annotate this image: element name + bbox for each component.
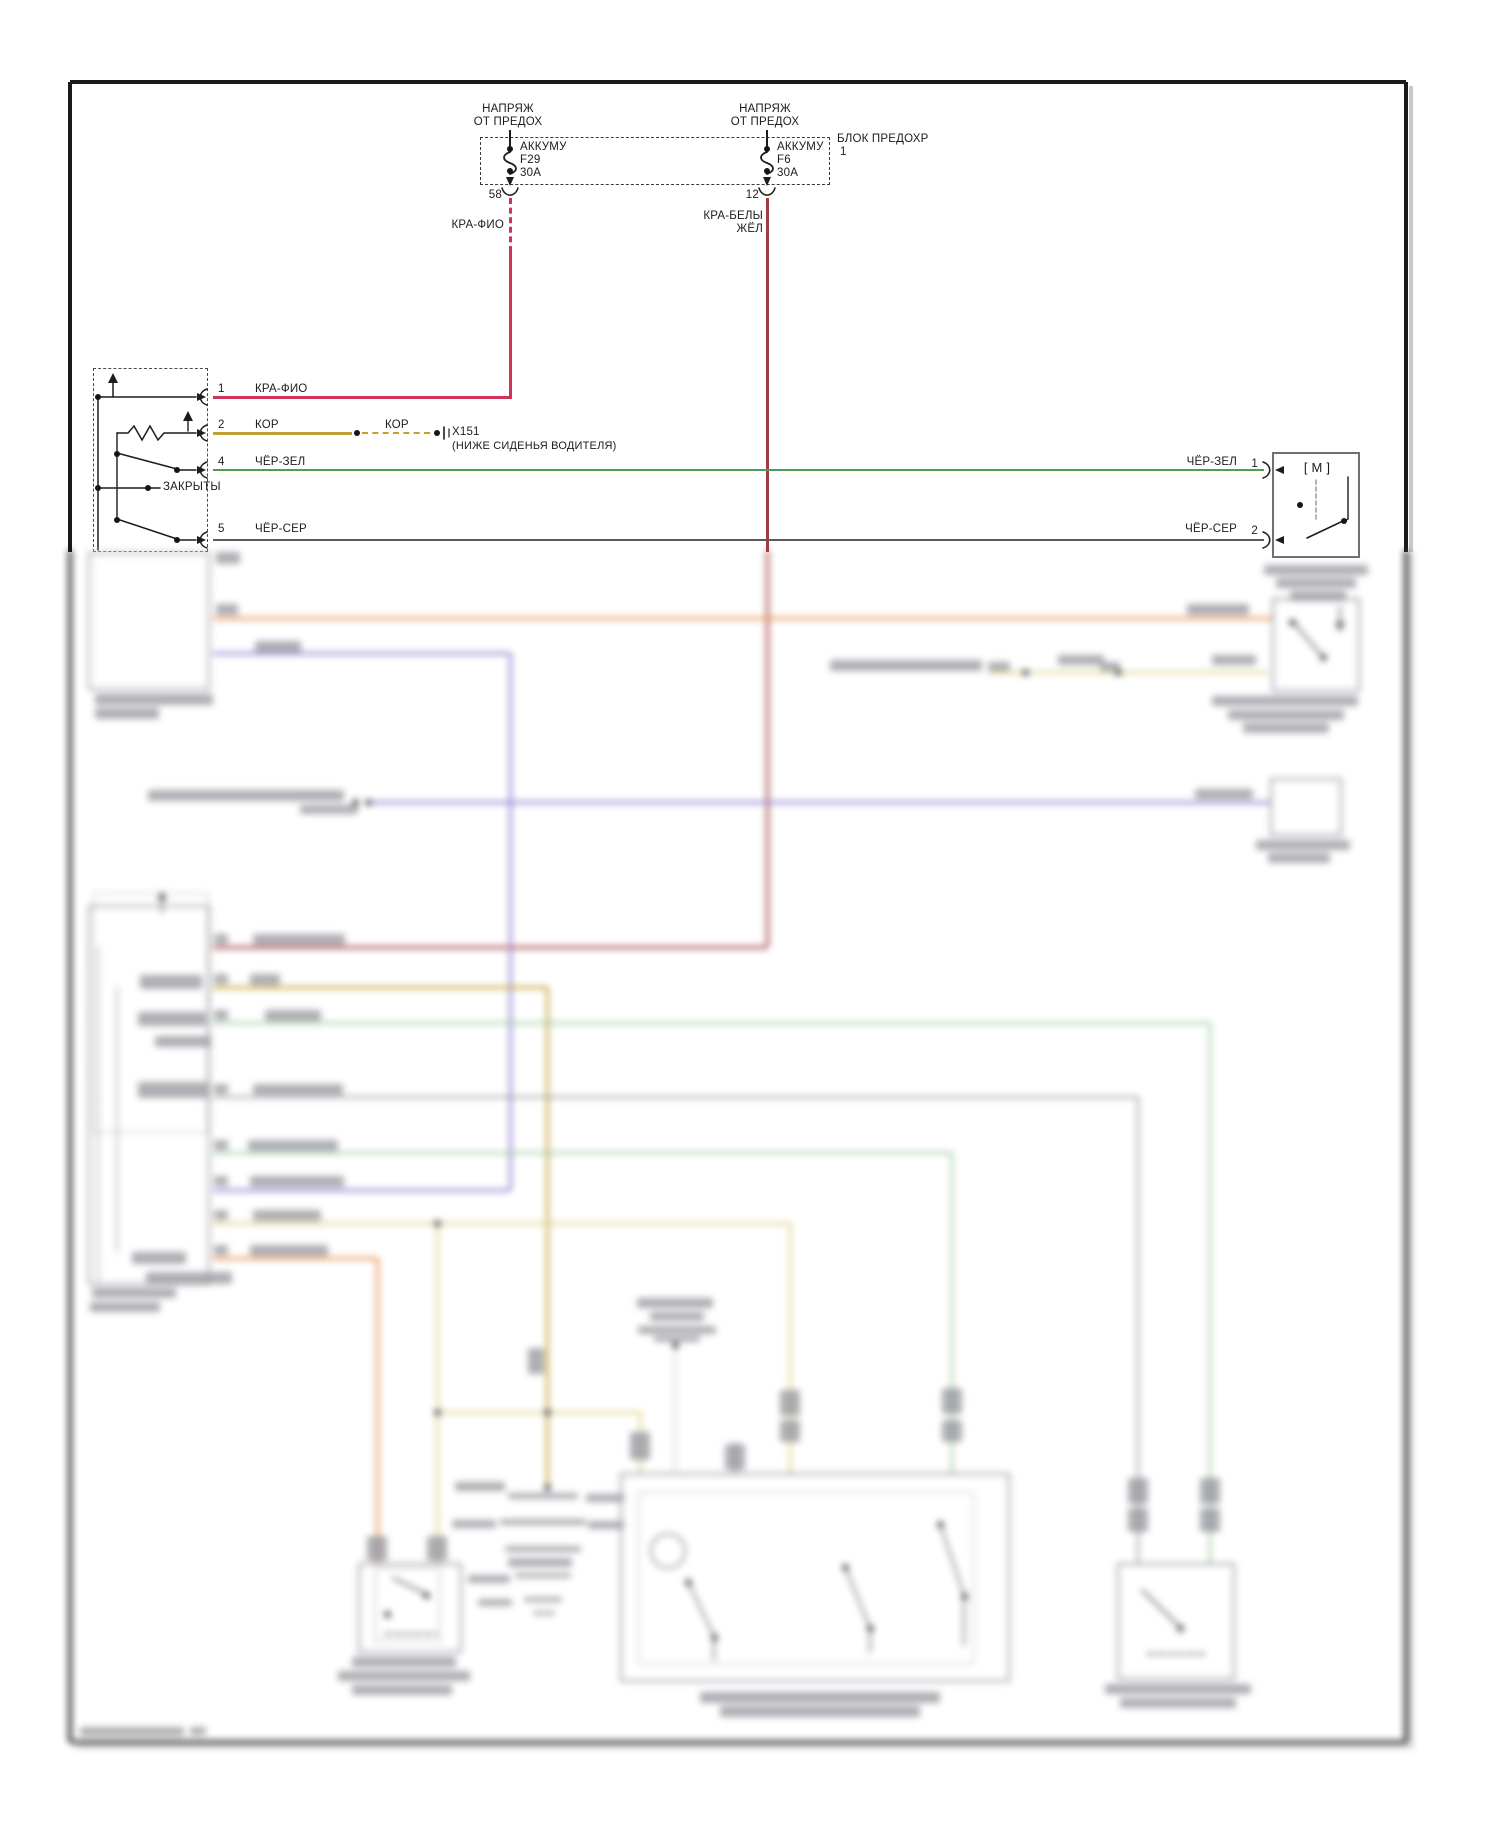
blurred-text-blob-54 [780, 1420, 800, 1442]
fuse2-pin: 12 [745, 189, 759, 201]
wire-kra-bely-line1: КРА-БЕЛЫ [703, 210, 763, 222]
blurred-text-blob-37 [214, 1210, 228, 1220]
fuse1-rating: 30A [520, 167, 542, 179]
motor-pin-2: 2 [1251, 525, 1258, 537]
blurred-text-blob-16 [1195, 789, 1253, 799]
blurred-text-blob-71 [500, 1519, 586, 1525]
comp1-state: ЗАКРЫТЫ [163, 481, 221, 493]
blurred-text-blob-5 [95, 708, 159, 719]
blurred-text-blob-56 [630, 1432, 650, 1460]
blurred-text-blob-46 [528, 1348, 544, 1374]
junction-dot-blur-5 [434, 1409, 441, 1416]
blurred-text-blob-30 [250, 1245, 328, 1256]
blurred-text-blob-82 [478, 1599, 512, 1606]
blurred-text-blob-55 [725, 1444, 745, 1470]
junction-dot-blur-12 [1289, 619, 1296, 626]
blurred-text-blob-60 [1200, 1508, 1220, 1532]
connector-x151-location: (НИЖЕ СИДЕНЬЯ ВОДИТЕЛЯ) [452, 440, 617, 452]
blurred-text-blob-77 [586, 1494, 624, 1502]
blurred-text-blob-67 [352, 1685, 452, 1695]
blurred-text-blob-75 [533, 1611, 555, 1615]
blurred-text-blob-13 [1100, 662, 1120, 671]
blurred-text-blob-70 [508, 1493, 578, 1499]
blurred-text-blob-0 [216, 552, 240, 564]
wire-kor-1: КОР [255, 419, 279, 431]
comp1-pin-5: 5 [218, 523, 225, 535]
right-switch-arrow-head [1335, 622, 1345, 632]
blurred-text-blob-63 [700, 1692, 940, 1703]
blurred-text-blob-42 [132, 1252, 186, 1264]
junction-dot-blur-9 [423, 1592, 430, 1599]
motor-pin-1: 1 [1251, 458, 1258, 470]
fuse2-title-line2: ОТ ПРЕДОХ [730, 116, 800, 128]
middle-switch-2 [845, 1567, 870, 1652]
blurred-text-blob-28 [250, 1176, 344, 1187]
blurred-text-blob-34 [214, 1084, 228, 1094]
junction-dot-blur-14 [685, 1579, 692, 1586]
blurred-text-blob-58 [1128, 1508, 1148, 1532]
blurred-text-blob-27 [248, 1140, 338, 1151]
wire-cher-zel-left: ЧЁР-ЗЕЛ [255, 456, 306, 468]
blurred-text-blob-31 [214, 934, 228, 944]
blurred-text-blob-72 [505, 1546, 581, 1552]
blurred-text-blob-2 [1187, 604, 1249, 615]
blurred-text-blob-15 [300, 805, 358, 814]
blurred-text-blob-23 [250, 974, 280, 985]
blurred-text-blob-11 [1212, 655, 1256, 665]
junction-dot-blur-6 [544, 1409, 551, 1416]
wire-cher-ser-left: ЧЁР-СЕР [255, 523, 307, 535]
blurred-text-blob-18 [1268, 853, 1330, 863]
blurred-text-blob-22 [253, 934, 345, 945]
blurred-text-blob-24 [265, 1010, 321, 1021]
junction-dot-blur-18 [937, 1521, 944, 1528]
blurred-text-blob-33 [214, 1010, 228, 1020]
blurred-text-blob-64 [720, 1706, 920, 1717]
junction-dot-blur-19 [961, 1593, 968, 1600]
blurred-text-blob-17 [1256, 840, 1350, 850]
comp2-up-arrow-head [157, 891, 167, 900]
junction-dot-blur-17 [867, 1625, 874, 1632]
blurred-text-blob-51 [942, 1388, 962, 1414]
blurred-text-blob-80 [508, 1558, 572, 1567]
blurred-text-blob-8 [1290, 591, 1346, 601]
blurred-text-blob-35 [214, 1140, 228, 1150]
junction-dot-blur-13 [1320, 654, 1327, 661]
blurred-text-blob-48 [650, 1312, 704, 1321]
middle-switch-1 [688, 1582, 714, 1660]
wire-kra-fio: КРА-ФИО [255, 383, 308, 395]
fuse1-title-line2: ОТ ПРЕДОХ [473, 116, 543, 128]
blurred-text-blob-69 [1120, 1698, 1236, 1708]
blurred-text-blob-61 [427, 1536, 447, 1561]
junction-dot-blur-7 [544, 1484, 551, 1491]
blurred-text-blob-59 [1200, 1478, 1220, 1504]
blurred-text-blob-84 [190, 1727, 206, 1735]
blurred-text-blob-76 [455, 1482, 505, 1491]
fuse2-id: F6 [777, 154, 791, 166]
blurred-text-blob-66 [338, 1671, 470, 1681]
blurred-text-blob-7 [1276, 578, 1356, 588]
blurred-text-blob-79 [588, 1521, 624, 1529]
blurred-text-blob-14 [148, 790, 344, 801]
fuse2-title-line1: НАПРЯЖ [739, 103, 791, 115]
blurred-text-blob-40 [138, 1012, 206, 1026]
blurred-text-blob-73 [515, 1573, 571, 1578]
blurred-text-blob-39 [140, 975, 202, 989]
blurred-text-blob-3 [255, 641, 301, 652]
blurred-text-blob-78 [452, 1520, 496, 1528]
fuse1-name: АККУМУ [520, 141, 567, 153]
blurred-text-blob-81 [468, 1575, 510, 1583]
fuse2-name: АККУМУ [777, 141, 824, 153]
junction-dot-blur-10 [384, 1611, 391, 1618]
junction-dot-blur-2 [1022, 669, 1029, 676]
blurred-text-blob-21 [1243, 723, 1329, 733]
fuse1-pin: 58 [488, 189, 502, 201]
junction-dot-blur-11 [1177, 1625, 1184, 1632]
fusebox-name: БЛОК ПРЕДОХР [837, 133, 929, 145]
wire-kra-bely-line2: ЖЁЛ [736, 223, 763, 235]
fuse1-id: F29 [520, 154, 541, 166]
fuse1-title-line1: НАПРЯЖ [482, 103, 534, 115]
blurred-text-blob-29 [253, 1210, 321, 1221]
blurred-text-blob-20 [1228, 710, 1344, 720]
wire-kor-2: КОР [385, 419, 409, 431]
blurred-text-blob-10 [1058, 655, 1104, 665]
blurred-text-blob-57 [1128, 1478, 1148, 1504]
blurred-text-blob-9 [830, 660, 982, 671]
blurred-text-blob-49 [638, 1326, 716, 1334]
blurred-text-blob-1 [216, 604, 238, 615]
blurred-text-blob-68 [1105, 1684, 1251, 1694]
blurred-text-blob-44 [92, 1288, 176, 1298]
wire-kra-fio-fuse: КРА-ФИО [451, 219, 504, 231]
junction-dot-blur-16 [842, 1564, 849, 1571]
blurred-text-blob-36 [214, 1176, 228, 1186]
bottom-left-switch [393, 1578, 426, 1594]
motor-symbol: [ М ] [1303, 460, 1331, 475]
wire-cher-ser-right: ЧЁР-СЕР [1185, 523, 1237, 535]
blurred-text-blob-4 [95, 694, 213, 705]
connector-x151: Х151 [452, 426, 480, 438]
blurred-text-blob-52 [942, 1420, 962, 1442]
comp1-pin-1: 1 [218, 383, 225, 395]
blurred-text-blob-25 [155, 1036, 211, 1047]
wire-cher-zel-right: ЧЁР-ЗЕЛ [1186, 456, 1237, 468]
blurred-text-blob-43 [146, 1272, 232, 1284]
junction-dot-blur-15 [711, 1634, 718, 1641]
bottom-right-switch [1142, 1590, 1180, 1627]
blurred-text-blob-38 [214, 1245, 228, 1255]
junction-dot-blur-8 [672, 1342, 679, 1349]
blurred-text-blob-41 [138, 1082, 208, 1098]
blurred-text-blob-12 [988, 662, 1010, 671]
comp1-pin-2: 2 [218, 419, 225, 431]
blurred-text-blob-65 [352, 1657, 456, 1667]
blurred-text-blob-53 [780, 1390, 800, 1416]
junction-dot-blur-4 [434, 1220, 441, 1227]
middle-switch-3 [940, 1524, 964, 1645]
blurred-text-blob-62 [367, 1536, 387, 1561]
right-switch-arm [1292, 621, 1323, 657]
blurred-text-blob-45 [90, 1302, 160, 1312]
blurred-text-blob-47 [637, 1298, 713, 1308]
blurred-text-blob-6 [1264, 565, 1368, 575]
blurred-text-blob-83 [80, 1727, 184, 1736]
blurred-text-blob-32 [214, 974, 228, 984]
blurred-text-blob-74 [524, 1597, 562, 1602]
comp1-pin-4: 4 [218, 456, 225, 468]
junction-dot-blur-1 [365, 799, 372, 806]
fuse2-rating: 30A [777, 167, 799, 179]
blurred-text-blob-26 [253, 1084, 343, 1095]
blurred-text-blob-19 [1212, 696, 1358, 706]
fusebox-number: 1 [840, 146, 847, 158]
component-circle-0 [650, 1533, 686, 1569]
blurred-text-blob-50 [654, 1336, 700, 1342]
